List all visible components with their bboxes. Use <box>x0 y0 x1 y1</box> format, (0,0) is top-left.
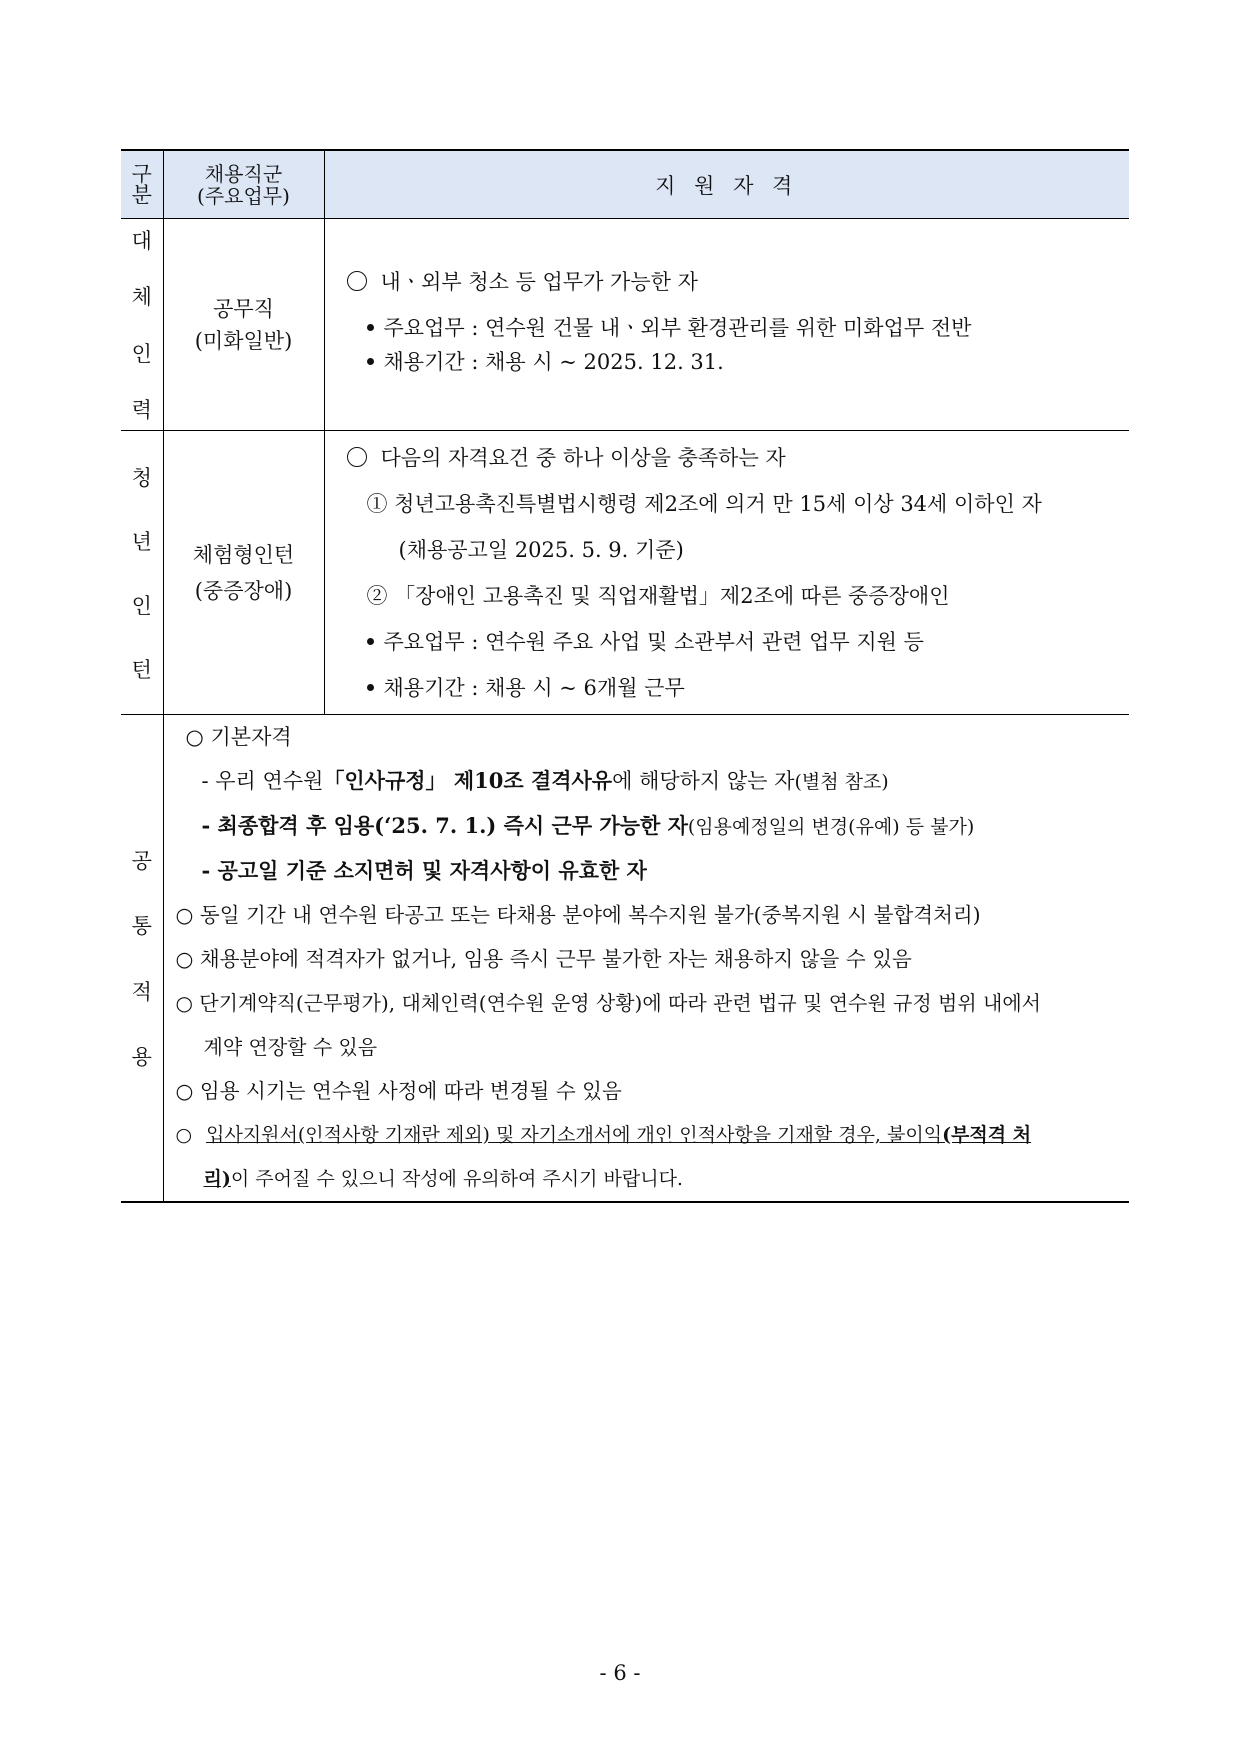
qualification-substitute <box>324 219 1129 431</box>
requirement-item-1-cont: (채용공고일 2025. 5. 9. 기준) <box>398 537 684 562</box>
common-requirements <box>163 715 1129 1203</box>
common-line-2: - 최종합격 후 임용(‘25. 7. 1.) 즉시 근무 가능한 자(임용예정일의 변경(유예) 등 불가) <box>201 813 975 838</box>
bullet-icon <box>367 324 374 331</box>
qualification-table <box>121 149 1129 1203</box>
period-item: 채용기간 : 채용 시 ~ 2025. 12. 31. <box>347 345 1122 379</box>
common-line-5: ○ 채용분야에 적격자가 없거나, 임용 즉시 근무 불가한 자는 채용하지 않을 수 있음 <box>175 947 912 971</box>
bullet-icon <box>367 638 374 645</box>
page-number: - 6 - <box>599 1661 641 1685</box>
bullet-icon <box>367 358 374 365</box>
common-line-4: ○ 동일 기간 내 연수원 타공고 또는 타채용 분야에 복수지원 불가(중복지원 시 불합격처리) <box>175 903 981 927</box>
category-intern: 청 년 인 턴 <box>121 431 163 715</box>
category-substitute: 대 체 인 력 <box>121 219 163 431</box>
duty-item: 주요업무 : 연수원 주요 사업 및 소관부서 관련 업무 지원 등 <box>347 619 1122 665</box>
job-substitute: 공무직 (미화일반) <box>163 219 324 431</box>
requirement-item-2: ② 「장애인 고용촉진 및 직업재활법」제2조에 따른 중증장애인 <box>366 583 950 608</box>
duty-item: 주요업무 : 연수원 건물 내ㆍ외부 환경관리를 위한 미화업무 전반 <box>347 311 1122 345</box>
main-requirement: 다음의 자격요건 중 하나 이상을 충족하는 자 <box>347 435 1122 481</box>
header-qualification: 지 원 자 격 <box>324 150 1129 219</box>
category-common: 공 통 적 용 <box>121 715 163 1203</box>
header-category: 구 분 <box>121 150 163 219</box>
circle-bullet-icon <box>347 447 367 467</box>
common-line-8-cont: 리)이 주어질 수 있으니 작성에 유의하여 주시기 바랍니다. <box>203 1168 683 1190</box>
table-row-common <box>121 715 1129 1203</box>
table-row-intern <box>121 431 1129 715</box>
requirement-item-1: ① 청년고용촉진특별법시행령 제2조에 의거 만 15세 이상 34세 이하인 자 <box>366 491 1042 516</box>
common-line-3: - 공고일 기준 소지면허 및 자격사항이 유효한 자 <box>201 858 647 883</box>
basic-qualification-heading: ○ 기본자격 <box>185 725 292 749</box>
period-item: 채용기간 : 채용 시 ~ 6개월 근무 <box>347 665 1122 711</box>
common-line-6: ○ 단기계약직(근무평가), 대체인력(연수원 운영 상황)에 따라 관련 법규 및 연수원 규정 범위 내에서 <box>175 991 1041 1015</box>
header-job-group: 채용직군 (주요업무) <box>163 150 324 219</box>
main-requirement: 내ㆍ외부 청소 등 업무가 가능한 자 <box>347 265 1122 299</box>
common-line-7: ○ 임용 시기는 연수원 사정에 따라 변경될 수 있음 <box>175 1079 622 1103</box>
common-line-6-cont: 계약 연장할 수 있음 <box>203 1035 378 1059</box>
job-intern: 체험형인턴 (중증장애) <box>163 431 324 715</box>
common-line-8: ○ 입사지원서(인적사항 기재란 제외) 및 자기소개서에 개인 인적사항을 기재할 경우, 불이익(부적격 처 <box>175 1124 1032 1146</box>
circle-bullet-icon <box>347 271 367 291</box>
common-line-1: - 우리 연수원「인사규정」 제10조 결격사유에 해당하지 않는 자(별첨 참조) <box>201 768 889 793</box>
table-row-substitute <box>121 219 1129 431</box>
table-header-row <box>121 150 1129 219</box>
bullet-icon <box>367 684 374 691</box>
qualification-intern <box>324 431 1129 715</box>
